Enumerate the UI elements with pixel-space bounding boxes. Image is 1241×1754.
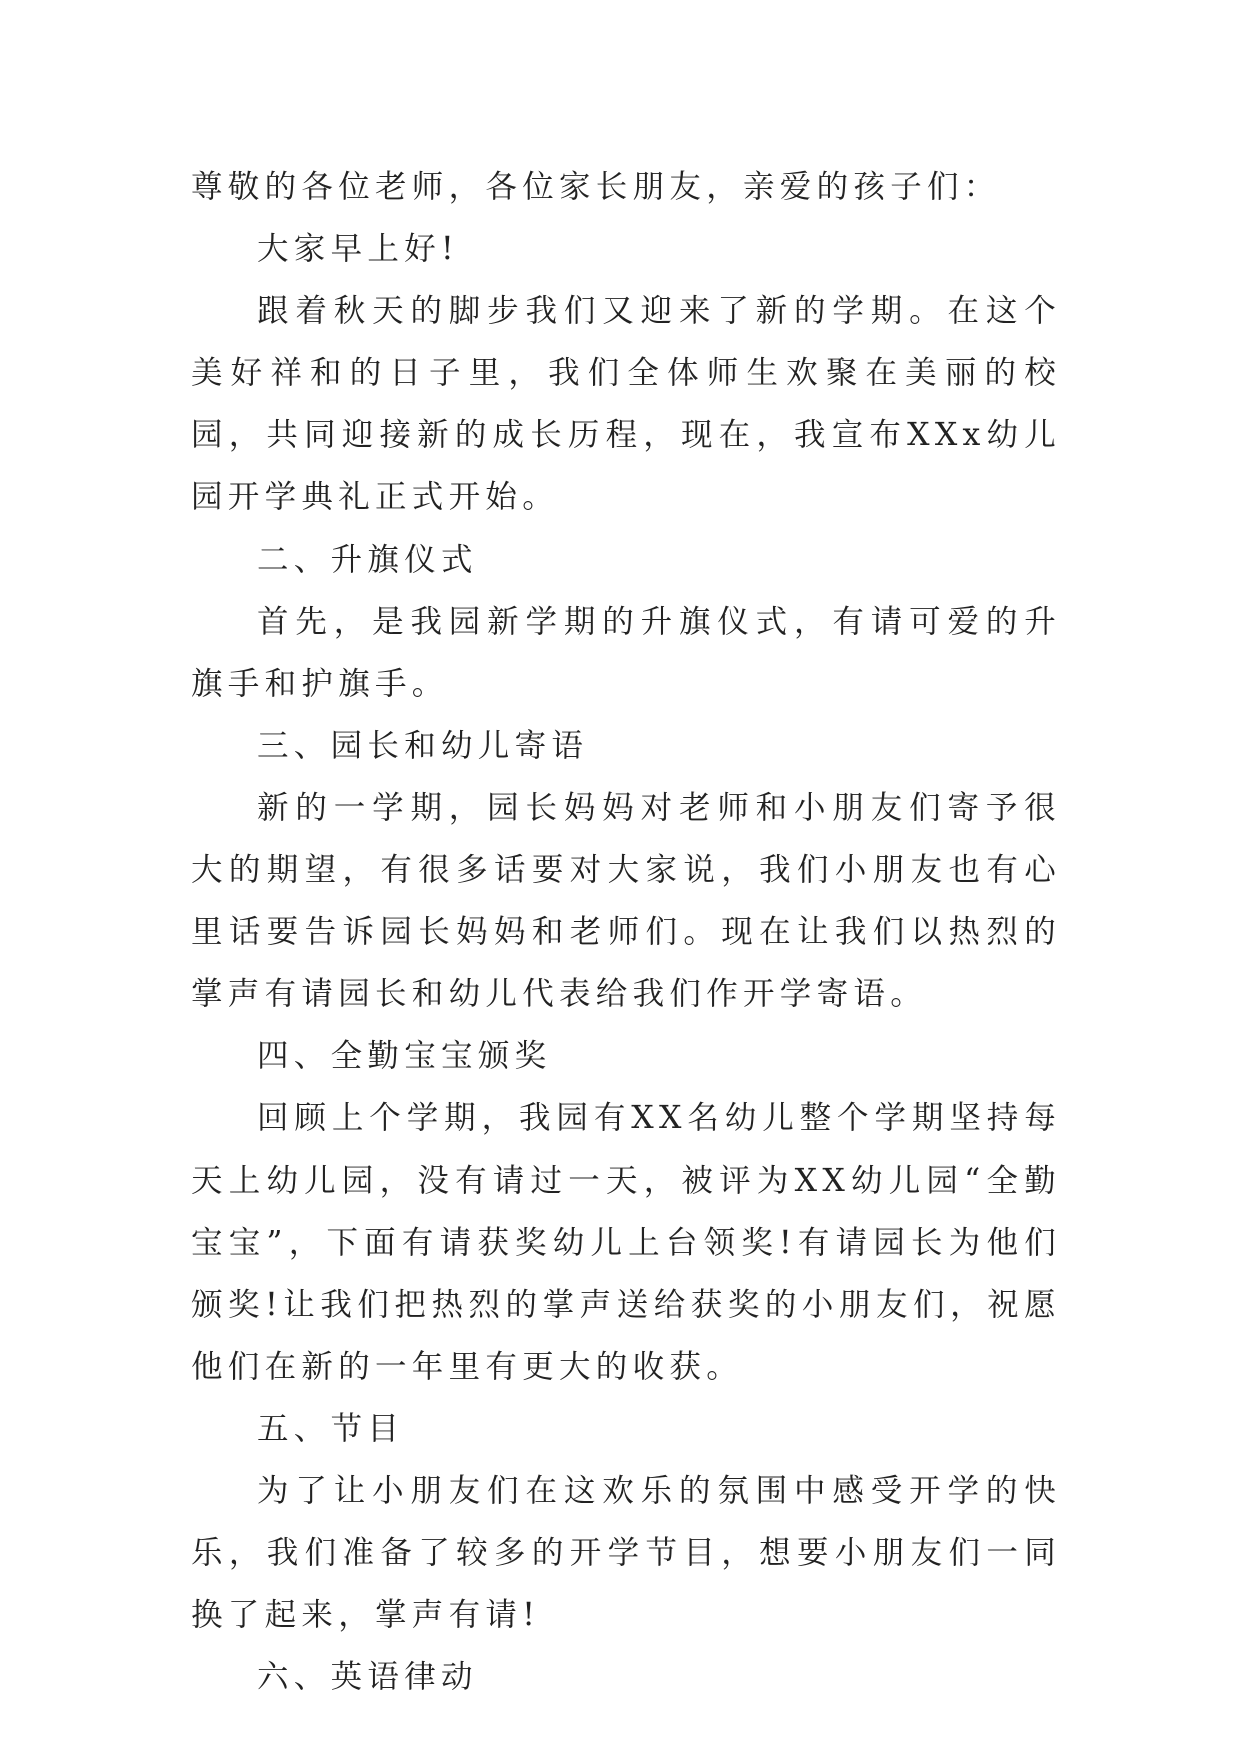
flag-ceremony-paragraph: 首先，是我园新学期的升旗仪式，有请可爱的升旗手和护旗手。 [191,603,1061,702]
opening-paragraph: 跟着秋天的脚步我们又迎来了新的学期。在这个美好祥和的日子里，我们全体师生欢聚在美丽的校园，共同迎接新的成长历程，现在，我宣布XXx幼儿园开学典礼正式开始。 [191,293,1061,516]
section-heading-principal-message: 三、园长和幼儿寄语 [257,727,589,764]
section-heading-english-rhythm: 六、英语律动 [257,1659,478,1696]
document-body [191,156,1061,1708]
section-heading-attendance-award: 四、全勤宝宝颁奖 [257,1038,552,1075]
section-heading-flag-ceremony: 二、升旗仪式 [257,541,478,578]
principal-message-paragraph: 新的一学期，园长妈妈对老师和小朋友们寄予很大的期望，有很多话要对大家说，我们小朋友也有心里话要告诉园长妈妈和老师们。现在让我们以热烈的掌声有请园长和幼儿代表给我们作开学寄语。 [191,789,1061,1013]
salutation: 尊敬的各位老师，各位家长朋友，亲爱的孩子们： [191,169,1001,205]
section-heading-program: 五、节目 [257,1410,405,1447]
attendance-award-paragraph: 回顾上个学期，我园有XX名幼儿整个学期坚持每天上幼儿园，没有请过一天，被评为XX幼儿园“全勤宝宝”，下面有请获奖幼儿上台领奖!有请园长为他们颁奖!让我们把热烈的掌声送给获奖的小朋友们，祝愿他们在新的一年里有更大的收获。 [191,1100,1061,1385]
program-paragraph: 为了让小朋友们在这欢乐的氛围中感受开学的快乐，我们准备了较多的开学节目，想要小朋友们一同换了起来，掌声有请! [191,1472,1061,1634]
greeting: 大家早上好! [257,231,459,268]
